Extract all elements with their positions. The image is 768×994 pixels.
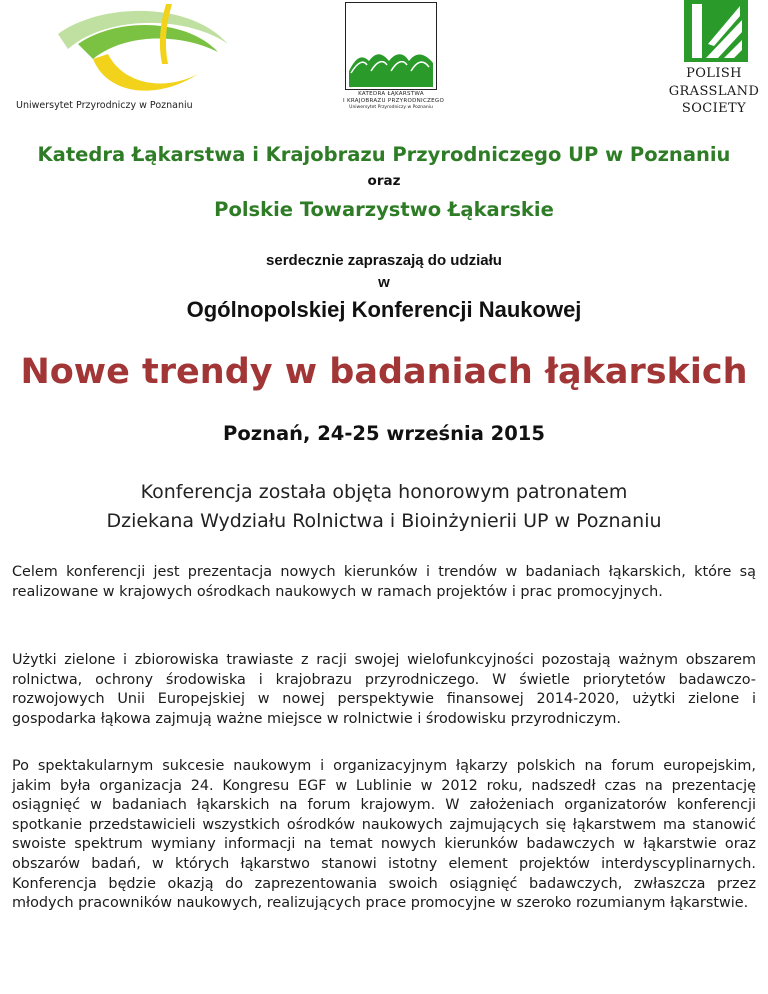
pgs-logo [660,0,768,120]
university-caption: Uniwersytet Przyrodniczy w Poznaniu [16,100,193,111]
invitation-line: serdecznie zapraszają do udziału [266,252,502,269]
paragraph-2 [12,651,756,729]
katedra-logo-box [345,2,437,90]
university-swoosh-icon [38,4,238,100]
pgs-logo-line2: GRASSLAND [668,84,760,99]
katedra-logo-line2: I KRAJOBRAZU PRZYRODNICZEGO [343,98,445,104]
grass-waves-icon [349,49,433,87]
pgs-logo-line1: POLISH [686,66,742,81]
organizer-society: Polskie Towarzystwo Łąkarskie [214,198,554,221]
paragraph-3-text: Po spektakularnym sukcesie naukowym i organizacyjnym łąkarzy polskich na forum europejskim, jakim była organizacja 24. Kongresu EGF w Lublinie w 2012 roku, nadszedł czas na prezentację osiągnięć w badaniach łąkarskich na forum krajowym. W założeniach organizatorów konferencji spotkanie przedstawicieli wszystkich ośrodków naukowych zajmujących się łąkarstwem ma stanowić swoiste spektrum wymiany informacji na temat nowych kierunków badawczych w łąkarstwie oraz obszarów badań, w których łąkarstwo stanowi istotny element projektów interdyscyplinarnych. Konferencja będzie okazją do zaprezentowania swoich osiągnięć badawczych, zwłaszcza przez młodych pracowników naukowych, realizujących prace promocyjne w szeroko rozumianym łąkarstwie. [12,758,756,912]
paragraph-1-text: Celem konferencji jest prezentacja nowych kierunków i trendów w badaniach łąkarskich, które są realizowane w krajowych ośrodkach naukowych w ramach projektów i prac promocyjnych. [12,564,756,600]
pgs-logo-line3: SOCIETY [681,101,747,116]
katedra-logo-line3: Uniwersytet Przyrodniczy w Poznaniu [349,105,433,110]
conference-title: Nowe trendy w badaniach łąkarskich [20,352,748,392]
date-place: Poznań, 24-25 września 2015 [223,422,545,445]
conjunction-oraz: oraz [367,173,401,189]
paragraph-1 [12,563,756,602]
katedra-logo [343,2,445,118]
organizer-katedra: Katedra Łąkarstwa i Krajobrazu Przyrodniczego UP w Poznaniu [37,143,731,166]
paragraph-2-text: Użytki zielone i zbiorowiska trawiaste z racji swojej wielofunkcyjności pozostają ważnym obszarem rolnictwa, ochrony środowiska i krajobrazu przyrodniczego. W świetle priorytetów badawczo-rozwojowych Unii Europejskiej w nowej perspektywie finansowej 2014-2020, użytki zielone i gospodarka łąkowa zajmują ważne miejsce w rolnictwie i środowisku przyrodniczym. [12,652,756,727]
conference-type: Ogólnopolskiej Konferencji Naukowej [186,297,582,322]
invitation-w: w [378,274,390,291]
patronage-line2: Dziekana Wydziału Rolnictwa i Bioinżynierii UP w Poznaniu [106,510,662,532]
paragraph-3 [12,757,756,914]
university-logo [8,4,248,112]
patronage-line1: Konferencja została objęta honorowym patronatem [140,481,628,503]
katedra-logo-line1: KATEDRA ŁĄKARSTWA [358,91,424,97]
pgs-emblem-icon [684,0,748,62]
